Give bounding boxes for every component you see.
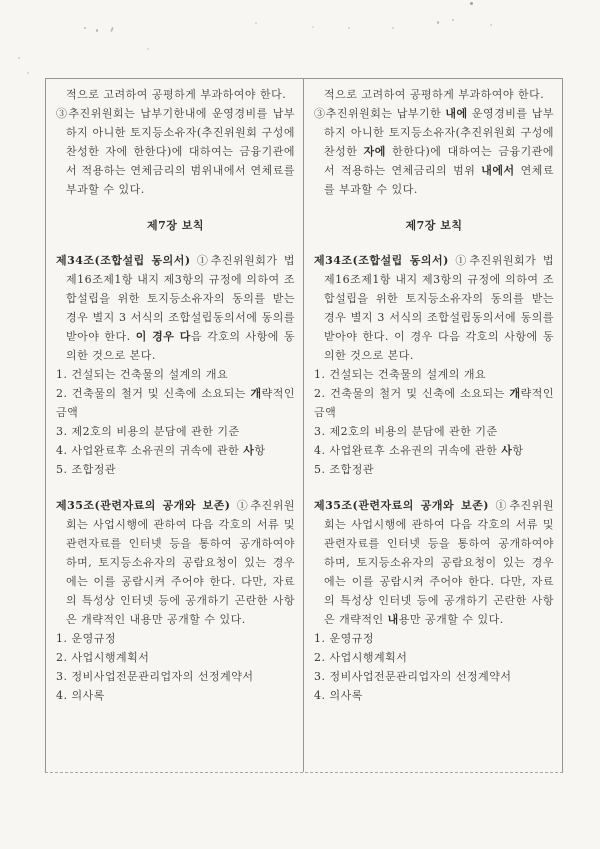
scan-speck	[392, 27, 394, 29]
continued-paragraph: 적으로 고려하여 공평하게 부과하여야 한다.	[324, 88, 545, 101]
article-34: 제34조(조합설립 동의서) ①추진위원회가 법 제16조제1항 내지 제3항의 규정에 의하여 조합설립을 위한 토지등소유자의 동의를 받는 경우 별지 3 서식의 조합설립동의서에 동의를 받아야 한다. 이 경우 다음 각호의 사항에 동의한 것으로 본다.	[56, 254, 296, 362]
article-35-item-1: 1. 운영규정	[314, 632, 374, 645]
scan-speck	[348, 27, 350, 29]
article-34-item-4: 4. 사업완료후 소유권의 귀속에 관한 사항	[56, 444, 266, 457]
scan-speck	[437, 21, 439, 24]
article-34-item-3: 3. 제2호의 비용의 분담에 관한 기준	[314, 425, 498, 438]
chapter-7-heading: 제7장 보칙	[405, 219, 463, 232]
article-35-item-4: 4. 의사록	[314, 689, 363, 702]
clause-3-paragraph: ③추진위원회는 납부기한 내에 운영경비를 납부하지 아니한 토지등소유자(추진위원회 구성에 찬성한 자에 한한다)에 대하여는 금융기관에서 적용하는 연체금리의 범위 내에서 연체료를 부과할 수 있다.	[314, 107, 555, 196]
right-page-column	[304, 79, 562, 772]
article-35-item-3: 3. 정비사업전문관리업자의 선정계약서	[314, 670, 512, 683]
scan-speck	[110, 27, 114, 32]
article-35-item-2: 2. 사업시행계획서	[56, 651, 150, 664]
article-34-item-2: 2. 건축물의 철거 및 신축에 소요되는 개략적인 금액	[314, 387, 554, 419]
article-34-item-2: 2. 건축물의 철거 및 신축에 소요되는 개략적인 금액	[56, 387, 295, 419]
article-35-item-1: 1. 운영규정	[56, 632, 116, 645]
scan-speck	[490, 24, 492, 26]
article-34-item-1: 1. 건설되는 건축물의 설계의 개요	[56, 368, 229, 381]
regulation-comparison-table	[45, 78, 563, 773]
article-35: 제35조(관련자료의 공개와 보존) ①추진위원회는 사업시행에 관하여 다음 각호의 서류 및 관련자료를 인터넷 등을 통하여 공개하여야 하며, 토지등소유자의 공람요청이 있는 경우에는 이를 공람시켜 주어야 한다. 다만, 자료의 특성상 인터넷 등에 공개하기 곤란한 사항은 개략적인 내용만 공개할 수 있다.	[56, 499, 295, 626]
scan-speck	[96, 29, 98, 32]
scan-speck	[18, 57, 20, 59]
article-35-item-2: 2. 사업시행계획서	[314, 651, 408, 664]
scan-speck	[84, 27, 86, 29]
clause-3-paragraph: ③추진위원회는 납부기한내에 운영경비를 납부하지 아니한 토지등소유자(추진위원회 구성에 찬성한 자에 한한다)에 대하여는 금융기관에서 적용하는 연체금리의 범위내에서 연체료를 부과할 수 있다.	[56, 107, 295, 196]
scan-speck	[470, 2, 473, 5]
scan-speck	[312, 26, 314, 28]
article-34-item-4: 4. 사업완료후 소유권의 귀속에 관한 사항	[314, 444, 524, 457]
chapter-7-heading: 제7장 보칙	[147, 219, 204, 232]
scan-speck	[452, 19, 454, 21]
article-35-item-4: 4. 의사록	[56, 689, 105, 702]
article-34-item-1: 1. 건설되는 건축물의 설계의 개요	[314, 368, 487, 381]
left-page-column	[46, 79, 304, 772]
article-34-item-5: 5. 조합정관	[314, 463, 374, 476]
continued-paragraph: 적으로 고려하여 공평하게 부과하여야 한다.	[66, 88, 287, 101]
scan-speck	[255, 22, 257, 24]
article-35-item-3: 3. 정비사업전문관리업자의 선정계약서	[56, 670, 254, 683]
article-35: 제35조(관련자료의 공개와 보존) ①추진위원회는 사업시행에 관하여 다음 각호의 서류 및 관련자료를 인터넷 등을 통하여 공개하여야 하며, 토지등소유자의 공람요청이 있는 경우에는 이를 공람시켜 주어야 한다. 다만, 자료의 특성상 인터넷 등에 공개하기 곤란한 사항은 개략적인 내용만 공개할 수 있다.	[314, 499, 554, 626]
article-34-item-5: 5. 조합정관	[56, 463, 116, 476]
article-34-item-3: 3. 제2호의 비용의 분담에 관한 기준	[56, 425, 240, 438]
article-34: 제34조(조합설립 동의서) ①추진위원회가 법 제16조제1항 내지 제3항의 규정에 의하여 조합설립을 위한 토지등소유자의 동의를 받는 경우 별지 3 서식의 조합설립동의서에 동의를 받아야 한다. 이 경우 다음 각호의 사항에 동의한 것으로 본다.	[314, 254, 554, 362]
scan-speck	[27, 72, 29, 74]
scan-speck	[147, 48, 149, 50]
